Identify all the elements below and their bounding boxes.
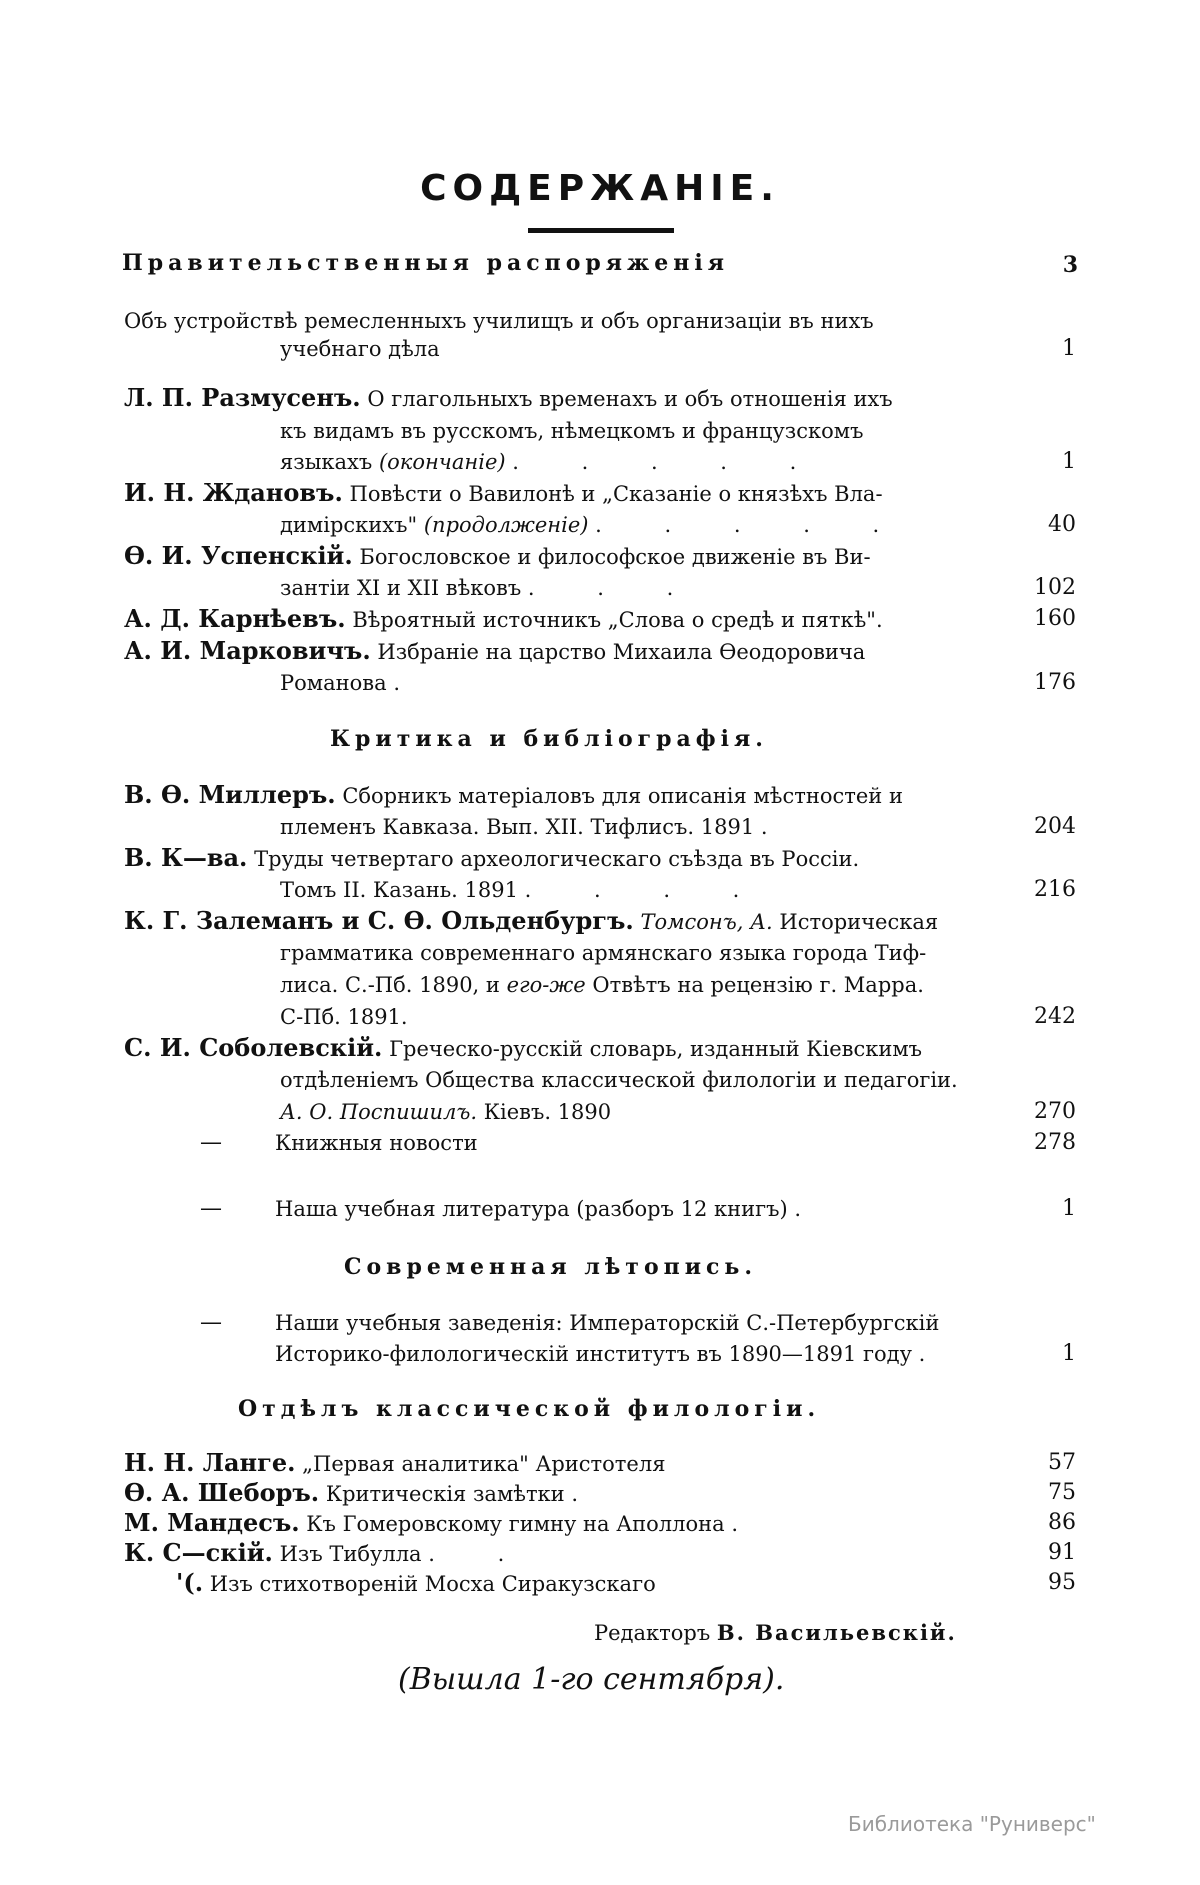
author-name: Л. П. Размусенъ. (124, 383, 361, 412)
section-heading-gov (122, 250, 1078, 276)
page-title: СОДЕРЖАНІЕ. (420, 168, 780, 209)
entry-line: Томъ II. Казань. 1891 (280, 878, 518, 902)
entry-title: Изъ стихотвореній Мосха Сиракузскаго (209, 1572, 656, 1596)
entry-title: Избраніе на царство Михаила Ѳеодоровича (377, 640, 866, 664)
contents-page: СОДЕРЖАНІЕ. Правительственныя распоряженія 3 Объ устройствѣ ремесленныхъ училищъ и объ организаціи въ нихъ учебнаго дѣла 1 Л. П. Размусенъ. О глагольныхъ временахъ и объ отношенія ихъ къ видамъ въ русскомъ, нѣмецкомъ и французскомъ языкахъ (окончаніе) . . . . . 1 И. Н. Ждановъ. Повѣсти о Вавилонѣ и „Сказаніе о князѣхъ Вла- димірскихъ" (продолженіе) . . . . . 40 Ѳ. И. Успенскій. Богословское и философское движеніе въ Ви- зантіи XI и XII вѣковъ . . . 102 А. Д. Карнѣевъ. Вѣроятный источникъ „Слова о средѣ и пяткѣ". 160 А. И. Марковичъ. Избраніе на царство Михаила Ѳеодоровича Романова . 176 Критика и библіографія. В. Ѳ. Миллеръ. Сборникъ матеріаловъ для описанія мѣстностей и племенъ Кавказа. Вып. XII. Тифлисъ. 1891 . 204 В. К—ва. Труды четвертаго археологическаго съѣзда въ Россіи. Томъ II. Казань. 1891 . . . . 216 К. Г. Залеманъ и С. Ѳ. Ольденбургъ. Томсонъ, А. Историческая грамматика современнаго армянскаго языка города Тиф- лиса. С.-Пб. 1890, и его-же Отвѣтъ на рецензію г. Марра. С-Пб. 1891. 242 С. И. Соболевскій. Греческо-русскій словарь, изданный Кіевскимъ отдѣленіемъ Общества классической филологіи и педагогіи. А. О. Поспишилъ. Кіевъ. 1890 270 — Книжныя новости 278 — Наша учебная литература (разборъ 12 книгъ) . 1 Современная лѣтопись. — Наши учебныя заведенія: Императорскій С.-Петербургскій Историко-филологическій институтъ въ 1890—1891 году . 1 Отдѣлъ классической филологіи. Н. Н. Ланге. „Первая аналитика" Аристотеля 57 Ѳ. А. Шеборъ. Критическія замѣтки . 75 М. Мандесъ. Къ Гомеровскому гимну на Аполлона . 86 К. С—скій. Изъ Тибулла . . 91 '(. Изъ стихотвореній Мосха Сиракузскаго 95 Редакторъ В. Васильевскій. (Вышла 1-го сентября). Библиотека "Руниверс" (0, 0, 1200, 1885)
page-number: 3 (1062, 252, 1078, 278)
dash-marker: — (200, 1196, 222, 1221)
entry-note: Томсонъ, А. (640, 910, 773, 934)
entry-title: Наша учебная литература (разборъ 12 книгъ) (275, 1197, 788, 1221)
entry-title: Греческо-русскій словарь, изданный Кіевскимъ (389, 1037, 923, 1061)
section-heading-chronicle: Современная лѣтопись. (344, 1254, 758, 1280)
editor-credit (594, 1620, 957, 1645)
entry-note: (продолженіе) (423, 513, 589, 537)
title-divider (528, 228, 674, 233)
entry-line: Историко-филологическій институтъ въ 1890—1891 году (275, 1342, 912, 1366)
entry-line: С-Пб. 1891. (280, 1005, 408, 1029)
author-name: Н. Н. Ланге. (124, 1448, 296, 1477)
entry-line: Романова (280, 671, 387, 695)
dash-marker: — (200, 1310, 222, 1335)
page-number: 91 (1048, 1540, 1076, 1565)
entry-title: О глагольныхъ временахъ и объ отношенія ихъ (367, 387, 893, 411)
entry-note: его-же (506, 973, 586, 997)
entry-title: Наши учебныя заведенія: Императорскій С.-Петербургскій (275, 1311, 940, 1335)
page-number: 270 (1034, 1099, 1076, 1124)
entry-note: (окончаніе) (378, 450, 506, 474)
author-name: В. Ѳ. Миллеръ. (124, 780, 336, 809)
author-name: К. С—скій. (124, 1538, 273, 1567)
page-number: 242 (1034, 1004, 1076, 1029)
author-name: Ѳ. А. Шеборъ. (124, 1478, 320, 1507)
author-name: Ѳ. И. Успенскій. (124, 541, 353, 570)
entry-line: языкахъ (280, 450, 373, 474)
author-name: М. Мандесъ. (124, 1508, 300, 1537)
page-number: 204 (1034, 814, 1076, 839)
entry-note: А. О. Поспишилъ. (280, 1100, 478, 1124)
author-name: С. И. Соболевскій. (124, 1033, 383, 1062)
editor-name: В. Васильевскій. (716, 1620, 957, 1645)
page-number: 1 (1062, 449, 1076, 474)
entry-line: къ видамъ въ русскомъ, нѣмецкомъ и французскомъ (280, 419, 864, 443)
author-name: А. Д. Карнѣевъ. (124, 604, 346, 633)
entry-title: Повѣсти о Вавилонѣ и „Сказаніе о князѣхъ Вла- (349, 482, 883, 506)
entry-line: зантіи XI и XII вѣковъ (280, 576, 522, 600)
page-number: 95 (1048, 1570, 1076, 1595)
entry-title: Сборникъ матеріаловъ для описанія мѣстностей и (342, 784, 903, 808)
author-name: В. К—ва. (124, 843, 248, 872)
entry-title: Къ Гомеровскому гимну на Аполлона (306, 1512, 725, 1536)
entry-title: Изъ Тибулла (279, 1542, 422, 1566)
entry-line: Кіевъ. 1890 (483, 1100, 612, 1124)
entry-title: Критическія замѣтки (325, 1482, 565, 1506)
dash-marker: — (200, 1130, 222, 1155)
section-heading-classics: Отдѣлъ классической филологіи. (238, 1396, 821, 1422)
page-number: 1 (1062, 336, 1076, 361)
entry-title: „Первая аналитика" Аристотеля (302, 1452, 666, 1476)
author-name: А. И. Марковичъ. (124, 636, 371, 665)
entry-line: Отвѣтъ на рецензію г. Марра. (592, 973, 924, 997)
entry-line: Объ устройствѣ ремесленныхъ училищъ и объ организаціи въ нихъ (124, 309, 874, 333)
page-number: 1 (1062, 1196, 1076, 1221)
entry-title: Книжныя новости (275, 1131, 478, 1155)
section-heading-text: Правительственныя распоряженія (122, 250, 729, 276)
entry-title: Труды четвертаго археологическаго съѣзда въ Россіи. (254, 847, 860, 871)
editor-label: Редакторъ (594, 1621, 711, 1645)
page-number: 1 (1062, 1341, 1076, 1366)
entry-line: лиса. С.-Пб. 1890, и (280, 973, 500, 997)
page-number: 160 (1034, 606, 1076, 631)
watermark: Библиотека "Руниверс" (848, 1812, 1096, 1836)
page-number: 40 (1048, 512, 1076, 537)
author-name: И. Н. Ждановъ. (124, 478, 343, 507)
entry-line: учебнаго дѣла (280, 337, 440, 361)
section-heading-critique: Критика и библіографія. (330, 726, 768, 752)
page-number: 102 (1034, 575, 1076, 600)
entry-line: грамматика современнаго армянскаго языка города Тиф- (280, 941, 927, 965)
entry-title: Богословское и философское движеніе въ Ви- (359, 545, 871, 569)
page-number: 176 (1034, 670, 1076, 695)
page-number: 57 (1048, 1450, 1076, 1475)
page-number: 216 (1034, 877, 1076, 902)
page-number: 75 (1048, 1480, 1076, 1505)
handwritten-note: (Вышла 1-го сентября). (398, 1662, 785, 1697)
entry-line: отдѣленіемъ Общества классической филологіи и педагогіи. (280, 1068, 958, 1092)
page-number: 86 (1048, 1510, 1076, 1535)
page-number: 278 (1034, 1130, 1076, 1155)
entry-line: племенъ Кавказа. Вып. XII. Тифлисъ. 1891 (280, 815, 755, 839)
entry-title: Вѣроятный источникъ „Слова о средѣ и пяткѣ". (352, 608, 883, 632)
entry-line: димірскихъ" (280, 513, 418, 537)
author-name: '(. (176, 1568, 204, 1597)
author-name: К. Г. Залеманъ и С. Ѳ. Ольденбургъ. (124, 906, 634, 935)
entry-title: Историческая (779, 910, 939, 934)
